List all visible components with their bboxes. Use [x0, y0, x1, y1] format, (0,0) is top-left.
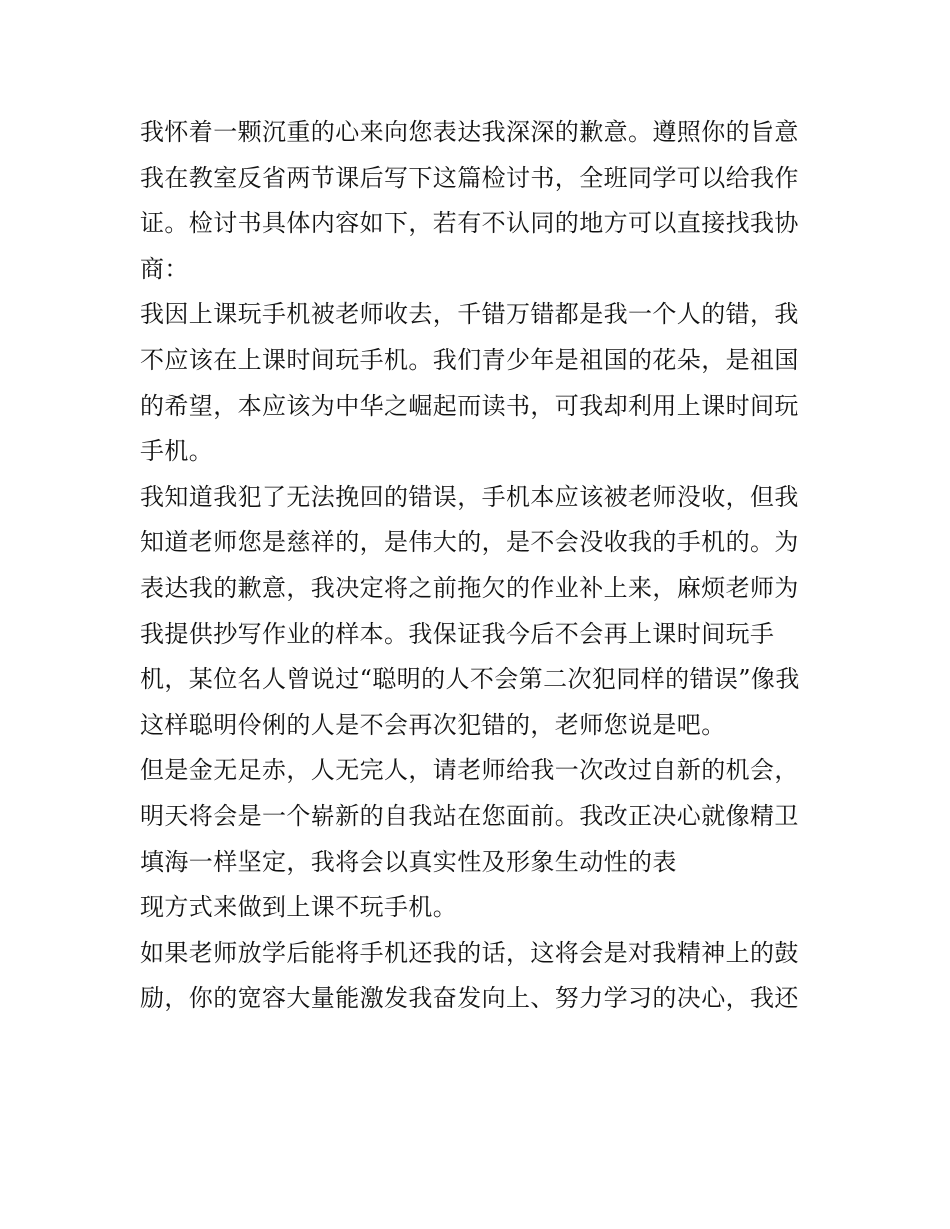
text-line: 明天将会是一个崭新的自我站在您面前。我改正决心就像精卫	[140, 801, 799, 830]
text-line: 机，某位名人曾说过“聪明的人不会第二次犯同样的错误”像我	[140, 665, 800, 694]
text-line: 但是金无足赤，人无完人，请老师给我一次改过自新的机会，	[140, 756, 799, 785]
text-line: 证。检讨书具体内容如下，若有不认同的地方可以直接找我协	[140, 209, 799, 238]
text-line: 的希望，本应该为中华之崛起而读书，可我却利用上课时间玩	[140, 391, 799, 420]
text-line: 我提供抄写作业的样本。我保证我今后不会再上课时间玩手	[140, 619, 775, 648]
text-line: 填海一样坚定，我将会以真实性及形象生动性的表	[140, 847, 677, 876]
text-line: 励，你的宽容大量能激发我奋发向上、努力学习的决心，我还	[140, 984, 799, 1013]
document-body	[140, 110, 820, 1022]
text-line: 手机。	[140, 437, 214, 466]
text-line: 现方式来做到上课不玩手机。	[140, 893, 458, 922]
text-line: 我怀着一颗沉重的心来向您表达我深深的歉意。遵照你的旨意	[140, 118, 799, 146]
text-line: 表达我的歉意，我决定将之前拖欠的作业补上来，麻烦老师为	[140, 573, 799, 602]
text-line: 我在教室反省两节课后写下这篇检讨书，全班同学可以给我作	[140, 163, 799, 192]
text-line: 不应该在上课时间玩手机。我们青少年是祖国的花朵，是祖国	[140, 345, 799, 374]
text-line: 我因上课玩手机被老师收去，千错万错都是我一个人的错，我	[140, 300, 799, 329]
text-line: 我知道我犯了无法挽回的错误，手机本应该被老师没收，但我	[140, 482, 799, 511]
text-line: 如果老师放学后能将手机还我的话，这将会是对我精神上的鼓	[140, 938, 799, 967]
text-line: 这样聪明伶俐的人是不会再次犯错的，老师您说是吧。	[140, 710, 726, 739]
text-line: 知道老师您是慈祥的，是伟大的，是不会没收我的手机的。为	[140, 528, 799, 557]
text-line: 商：	[140, 254, 189, 283]
